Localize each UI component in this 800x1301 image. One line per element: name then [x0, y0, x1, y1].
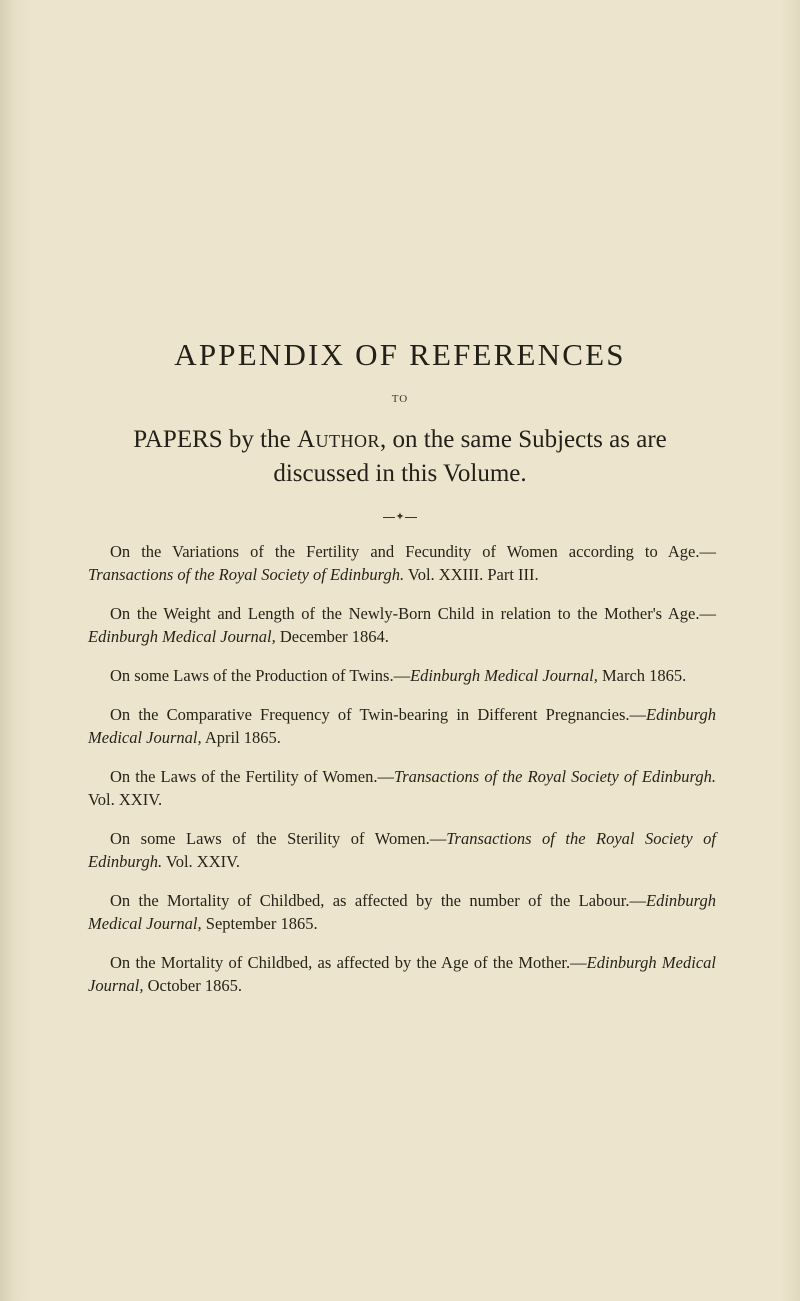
reference-title: On the Weight and Length of the Newly-Born Child in relation to the Mother's Age.—: [110, 604, 716, 623]
subtitle-text-end: , on the same Subjects as are discussed in this Volume.: [273, 426, 667, 487]
page-title: APPENDIX OF REFERENCES: [174, 337, 626, 372]
title-connector: TO: [391, 393, 409, 405]
reference-item: [88, 602, 716, 648]
reference-details: Vol. XXIV.: [88, 790, 163, 809]
reference-item: [88, 951, 716, 997]
reference-title: On the Variations of the Fertility and Fecundity of Women according to Age.—: [110, 542, 716, 561]
reference-item: [88, 827, 716, 873]
reference-details: Vol. XXIV.: [162, 852, 241, 871]
reference-details: April 1865.: [201, 728, 281, 747]
reference-details: October 1865.: [143, 976, 242, 995]
reference-source: Edinburgh Medical Journal,: [88, 705, 716, 747]
reference-title: On the Mortality of Childbed, as affected by the Age of the Mother.—: [110, 953, 587, 972]
reference-details: September 1865.: [201, 914, 318, 933]
reference-item: [88, 765, 716, 811]
reference-details: March 1865.: [597, 666, 687, 685]
reference-source: Edinburgh Medical Journal,: [88, 891, 716, 933]
subtitle-author: Author: [296, 426, 381, 453]
reference-source: Transactions of the Royal Society of Edinburgh.: [88, 829, 716, 871]
reference-source: Edinburgh Medical Journal,: [410, 666, 598, 685]
reference-details: December 1864.: [275, 627, 389, 646]
diamond-ornament-icon: ✦: [395, 510, 405, 523]
reference-item: [88, 664, 716, 687]
reference-list: [88, 540, 716, 1013]
subtitle-text-start: PAPERS by the: [133, 426, 297, 453]
reference-item: [88, 540, 716, 586]
reference-title: On the Laws of the Fertility of Women.—: [110, 767, 394, 786]
divider-line-left: [383, 517, 395, 518]
page-subtitle: [90, 423, 710, 491]
reference-details: Vol. XXIII. Part III.: [404, 565, 539, 584]
reference-source: Edinburgh Medical Journal,: [88, 627, 276, 646]
reference-source: Transactions of the Royal Society of Edinburgh.: [393, 767, 716, 786]
reference-title: On some Laws of the Sterility of Women.—: [110, 829, 447, 848]
reference-source: Edinburgh Medical Journal,: [88, 953, 716, 995]
reference-item: [88, 889, 716, 935]
reference-title: On the Mortality of Childbed, as affected by the number of the Labour.—: [110, 891, 647, 910]
reference-title: On some Laws of the Production of Twins.—: [110, 666, 411, 685]
reference-source: Transactions of the Royal Society of Edinburgh.: [88, 565, 405, 584]
divider-line-right: [405, 517, 417, 518]
reference-item: [88, 703, 716, 749]
reference-title: On the Comparative Frequency of Twin-bearing in Different Pregnancies.—: [110, 705, 647, 724]
divider-ornament: [0, 510, 800, 523]
